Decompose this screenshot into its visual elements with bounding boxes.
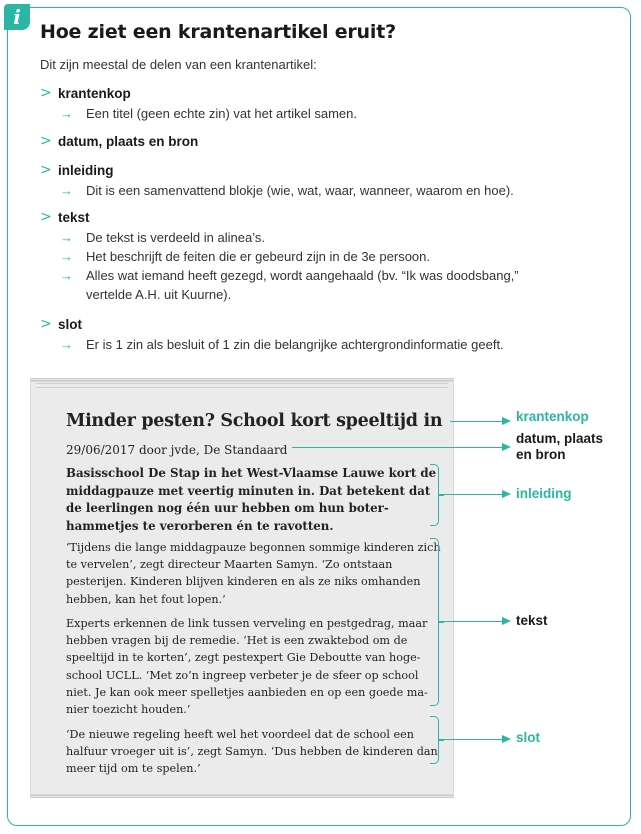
article-lead: Basisschool De Stap in het West-Vlaamse Lauwe kort de middagpauze met veertig minuten in. Dat betekent dat de leerlingen nog één uur hebben om hun boter-hammetjes te verorberen én te ravotten. bbox=[66, 466, 437, 533]
annotation-line bbox=[444, 621, 504, 622]
section-datum bbox=[40, 132, 198, 150]
annotation-line bbox=[450, 421, 504, 422]
list-item: → Het beschrijft de feiten die er gebeurd zijn in de 3e persoon. bbox=[60, 249, 430, 264]
arrow-right-icon: → bbox=[60, 183, 73, 198]
article-paragraph: ‘De nieuwe regeling heeft wel het voordeel dat de school een halfuur vroeger uit is’, zegt Samyn. ‘Dus hebben de kinderen dan meer tijd om te spelen.’ bbox=[66, 728, 438, 776]
section-tekst bbox=[40, 208, 519, 304]
annotation-line bbox=[444, 494, 504, 495]
arrow-right-icon: → bbox=[60, 268, 73, 283]
label-datum-line2: en bron bbox=[516, 447, 566, 462]
arrow-head-icon bbox=[502, 490, 511, 498]
section-inleiding bbox=[40, 161, 514, 200]
arrow-right-icon: → bbox=[60, 230, 73, 245]
chevron-right-icon: > bbox=[40, 316, 52, 332]
list-item: → Een titel (geen echte zin) vat het artikel samen. bbox=[60, 106, 357, 121]
article-paragraph: Experts erkennen de link tussen verveling en pestgedrag, maar hebben vragen bij de remedie. ‘Het is een zwaktebod om de speeltijd in te korten’, zegt pestexpert Gie Deboutte van hoge-school UCLL. ‘Met zo’n ingreep verbeter je de sfeer op school niet. Je kan ook meer spelletjes aanbieden en op een goede ma-nier toezicht houden.’ bbox=[66, 617, 428, 717]
section-label: inleiding bbox=[58, 162, 114, 178]
label-datum-line1: datum, plaats bbox=[516, 431, 604, 446]
newspaper-article bbox=[30, 378, 454, 798]
label-krantenkop: krantenkop bbox=[516, 409, 589, 424]
chevron-right-icon: > bbox=[40, 133, 52, 149]
list-item: → Dit is een samenvattend blokje (wie, wat, waar, wanneer, waarom en hoe). bbox=[60, 183, 514, 198]
article-paragraph: ‘Tijdens die lange middagpauze begonnen sommige kinderen zich te vervelen’, zegt directeur Maarten Samyn. ‘Zo ontstaan pesterijen. Kinderen blijven kinderen en als ze niks omhanden hebben, kan het fout lopen.’ bbox=[66, 541, 441, 606]
section-label: slot bbox=[58, 316, 83, 332]
chevron-right-icon: > bbox=[40, 209, 52, 225]
arrow-head-icon bbox=[502, 443, 511, 451]
section-krantenkop bbox=[40, 84, 357, 123]
page-title: Hoe ziet een krantenartikel eruit? bbox=[40, 21, 396, 43]
chevron-right-icon: > bbox=[40, 85, 52, 101]
list-item-continuation: vertelde A.H. uit Kuurne). bbox=[86, 287, 232, 302]
chevron-right-icon: > bbox=[40, 162, 52, 178]
arrow-head-icon bbox=[502, 617, 511, 625]
article-headline: Minder pesten? School kort speeltijd in bbox=[66, 411, 443, 431]
section-label: tekst bbox=[58, 209, 90, 225]
article-dateline: 29/06/2017 door jvde, De Standaard bbox=[66, 443, 288, 457]
label-tekst: tekst bbox=[516, 613, 548, 628]
arrow-head-icon bbox=[502, 735, 511, 743]
section-slot bbox=[40, 315, 504, 354]
section-label: datum, plaats en bron bbox=[58, 133, 199, 149]
section-label: krantenkop bbox=[58, 85, 131, 101]
list-item: → De tekst is verdeeld in alinea’s. bbox=[60, 230, 265, 245]
arrow-right-icon: → bbox=[60, 337, 73, 352]
intro-text: Dit zijn meestal de delen van een krantenartikel: bbox=[40, 57, 317, 72]
list-item: → Alles wat iemand heeft gezegd, wordt aangehaald (bv. “Ik was doodsbang,” bbox=[60, 268, 519, 283]
annotation-line bbox=[444, 739, 504, 740]
arrow-right-icon: → bbox=[60, 106, 73, 121]
list-item: → Er is 1 zin als besluit of 1 zin die belangrijke achtergrondinformatie geeft. bbox=[60, 337, 504, 352]
arrow-right-icon: → bbox=[60, 249, 73, 264]
label-slot: slot bbox=[516, 730, 541, 745]
annotation-line bbox=[292, 447, 504, 448]
label-inleiding: inleiding bbox=[516, 486, 572, 501]
arrow-head-icon bbox=[502, 417, 511, 425]
info-icon: i bbox=[4, 4, 30, 30]
